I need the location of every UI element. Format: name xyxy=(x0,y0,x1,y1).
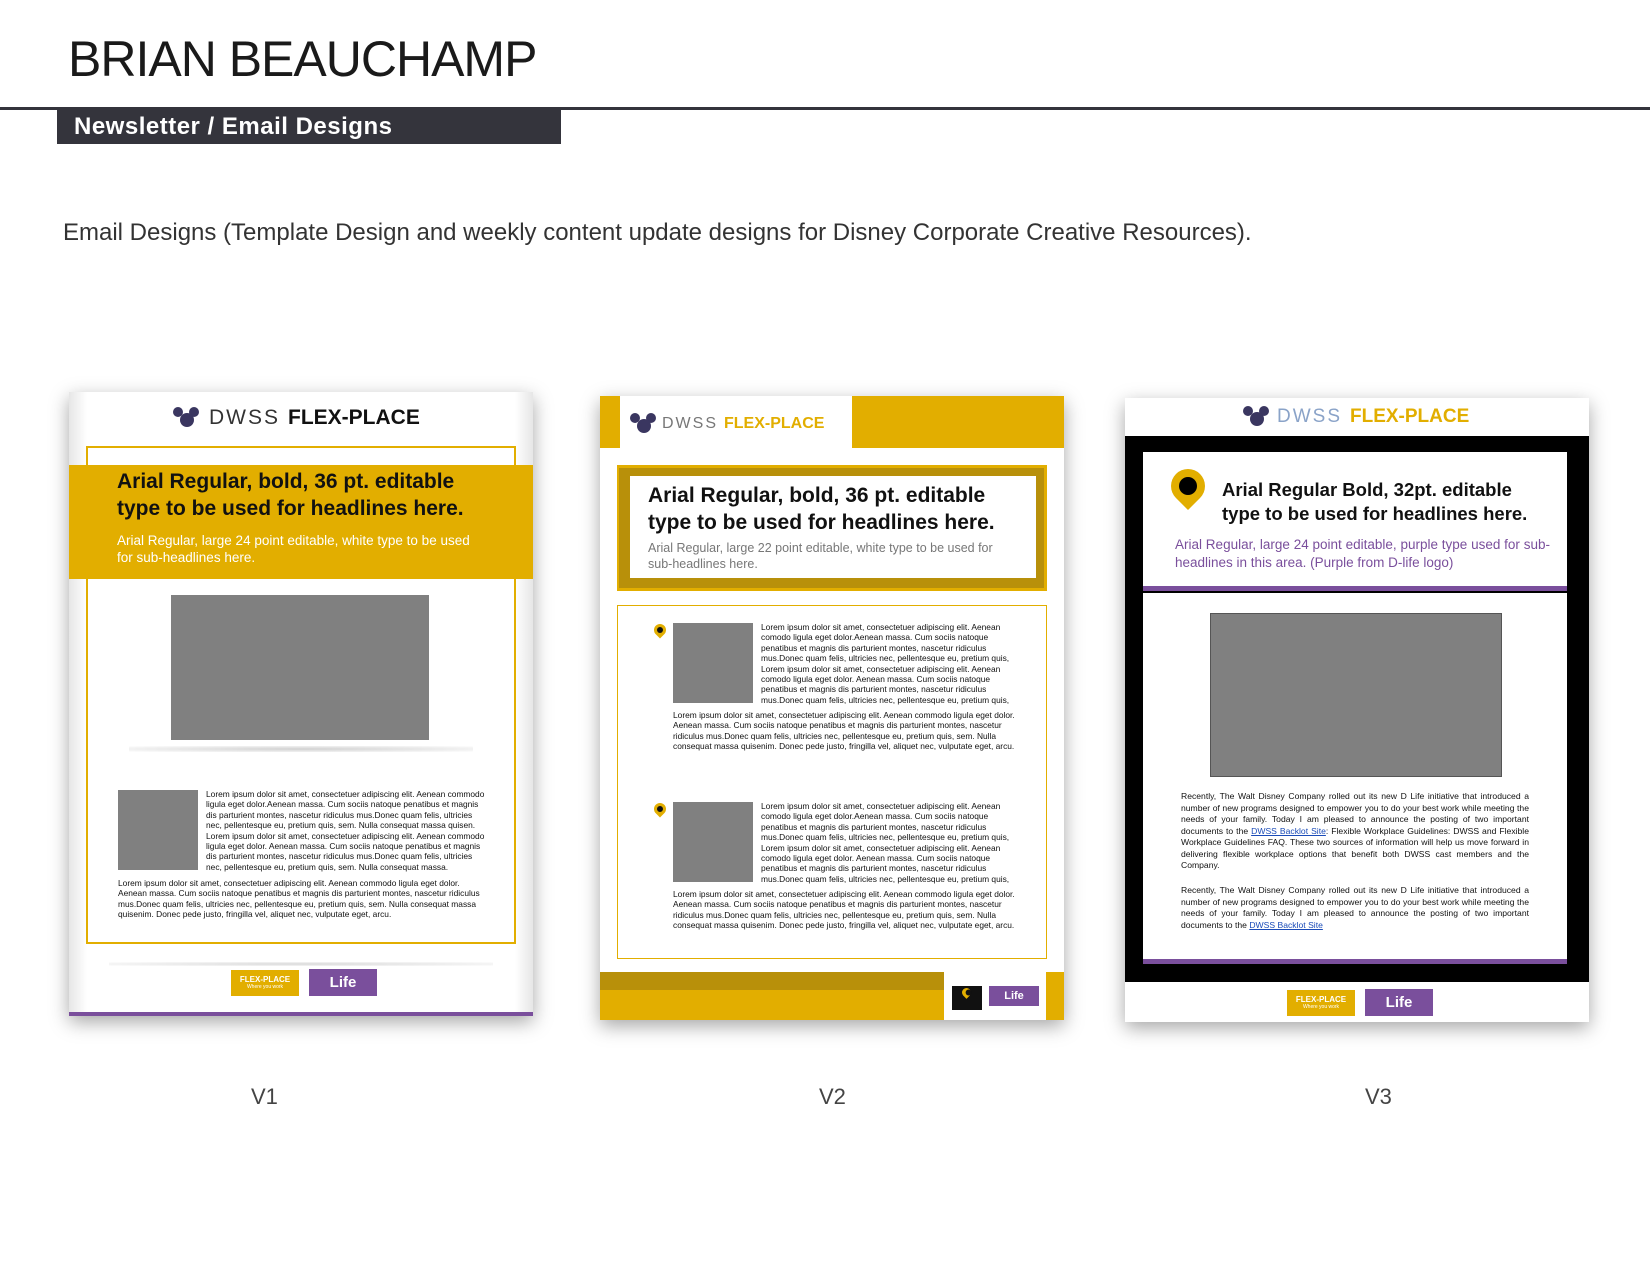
dlife-logo xyxy=(989,986,1039,1006)
v3-para1-start: Recently, The Walt Disney Company rolled out its new D Life initiative that introduced a number of new programs designed to empower you to do your best work while meeting the needs of your family. Today I am pleased to announce the posting of two important documents to the xyxy=(1181,791,1529,836)
flex-place-tagline: Where you work xyxy=(1302,1004,1340,1010)
flex-place-label: FLEX-PLACE xyxy=(239,975,291,984)
v1-body-side: Lorem ipsum dolor sit amet, consectetuer adipiscing elit. Aenean commodo ligula eget dolor.Aenean massa. Cum sociis natoque penatibus et magnis dis parturient montes, nascetur ridiculus mus.Donec quam felis, ultricies nec, pellentesque eu, pretium quis, sem. Nulla consequat massa quisen. Lorem ipsum dolor sit amet, consectetuer adipiscing elit. Aenean commodo ligula eget dolor. Aenean massa. Cum sociis natoque penatibus et magnis dis parturient montes, nascetur ridiculus mus.Donec quam felis, ultricies nec, pellentesque eu, pretium quis, sem. Nulla consequat massa. xyxy=(206,789,485,872)
flex-place-badge xyxy=(231,970,299,996)
logo-prefix: DWSS xyxy=(662,415,718,432)
backlot-site-link[interactable]: DWSS Backlot Site xyxy=(1251,825,1326,836)
v2-headline: Arial Regular, bold, 36 pt. editable type to be used for headlines here. xyxy=(648,484,995,534)
v1-purple-bar xyxy=(69,1012,533,1016)
dwss-flexplace-logo xyxy=(630,413,824,435)
email-design-v1 xyxy=(69,392,533,1016)
dlife-label: Life xyxy=(1004,990,1024,1002)
dlife-logo xyxy=(1365,989,1433,1016)
section-title: Newsletter / Email Designs xyxy=(74,113,393,140)
v2-body-full-2: Lorem ipsum dolor sit amet, consectetuer adipiscing elit. Aenean commodo ligula eget dolor. Aenean massa. Cum sociis natoque penatibus et magnis dis parturient montes, nascetur ridiculus mus.Donec quam felis, ultricies nec, pellentesque eu, pretium quis, sem. Nulla consequat massa quisenim. Donec pede justo, fringilla vel, aliquet nec, vulputate eget, arcu. xyxy=(673,889,1015,931)
v2-flex-mini-logo xyxy=(952,986,982,1010)
backlot-site-link[interactable]: DWSS Backlot Site xyxy=(1249,919,1323,930)
flex-place-tagline: Where you work xyxy=(246,984,284,990)
v3-headline-purple-bar xyxy=(1143,586,1567,591)
v2-label: V2 xyxy=(819,1084,846,1109)
dwss-flexplace-logo xyxy=(173,406,420,430)
v3-content-purple-bar xyxy=(1143,959,1567,964)
email-design-v2 xyxy=(600,396,1064,1020)
logo-prefix: DWSS xyxy=(1277,406,1342,427)
v1-subhead: Arial Regular, large 24 point editable, white type to be used for sub-headlines here. xyxy=(117,533,470,565)
v2-top-left-gold xyxy=(600,396,620,448)
v2-article-image-1 xyxy=(673,623,753,703)
v3-headline: Arial Regular Bold, 32pt. editable type to be used for headlines here. xyxy=(1222,479,1528,524)
dlife-label: Life xyxy=(1385,994,1413,1011)
v2-body-side-1: Lorem ipsum dolor sit amet, consectetuer adipiscing elit. Aenean comodo ligula eget dolor.Aenean massa. Cum sociis natoque penatibus et magnis dis parturient montes, nascetur ridiculus mus.Donec quam felis, ultricies nec, pellentesque eu, pretium quis, Lorem ipsum dolor sit amet, consectetuer adipiscing elit. Aenean comodo ligula eget dolor. Aenean massa. Cum sociis natoque penatibus et magnis dis parturient montes, nascetur ridiculus mus.Donec quam felis, ultricies nec, pellentesque eu, pretium quis, xyxy=(761,622,1010,705)
logo-brand: FLEX-PLACE xyxy=(1350,406,1470,427)
v1-hero-shadow xyxy=(129,746,473,752)
dlife-label: Life xyxy=(329,974,357,991)
v1-body-full: Lorem ipsum dolor sit amet, consectetuer adipiscing elit. Aenean commodo ligula eget dolor. Aenean massa. Cum sociis natoque penatibus et magnis dis parturient montes, nascetur ridiculus mus.Donec quam felis, ultricies nec, pellentesque eu, pretium quis, sem. Nulla consequat massa quisenim. Donec pede justo, fringilla vel, aliquet nec, vulputate eget, arcu. xyxy=(118,878,480,920)
v3-hero-image xyxy=(1210,613,1502,777)
mickey-icon xyxy=(630,413,656,435)
dwss-flexplace-logo xyxy=(1243,406,1469,428)
v1-article-image xyxy=(118,790,198,870)
v2-body-full-1: Lorem ipsum dolor sit amet, consectetuer adipiscing elit. Aenean commodo ligula eget dolor. Aenean massa. Cum sociis natoque penatibus et magnis dis parturient montes, nascetur ridiculus mus.Donec quam felis, ultricies nec, pellentesque eu, pretium quis, sem. Nulla consequat massa quisenim. Donec pede justo, fringilla vel, aliquet nec, vulputate eget, arcu. xyxy=(673,710,1015,752)
location-pin-icon xyxy=(960,986,973,999)
logo-prefix: DWSS xyxy=(209,406,280,429)
v2-top-right-gold xyxy=(836,396,1064,448)
v2-body-side-2: Lorem ipsum dolor sit amet, consectetuer adipiscing elit. Aenean comodo ligula eget dolor.Aenean massa. Cum sociis natoque penatibus et magnis dis parturient montes, nascetur ridiculus mus.Donec quam felis, ultricies nec, pellentesque eu, pretium quis, Lorem ipsum dolor sit amet, consectetuer adipiscing elit. Aenean comodo ligula eget dolor. Aenean massa. Cum sociis natoque penatibus et magnis dis parturient montes, nascetur ridiculus mus.Donec quam felis, ultricies nec, pellentesque eu, pretium quis, xyxy=(761,801,1010,884)
flex-place-label: FLEX-PLACE xyxy=(1295,995,1347,1004)
v2-article-image-2 xyxy=(673,802,753,882)
description: Email Designs (Template Design and weekly content update designs for Disney Corporate Creative Resources). xyxy=(63,219,1252,246)
v3-paragraph-1 xyxy=(1181,791,1529,872)
v1-footer-shade xyxy=(109,962,493,966)
author-name: BRIAN BEAUCHAMP xyxy=(68,31,537,87)
mickey-icon xyxy=(173,407,199,429)
v1-headline: Arial Regular, bold, 36 pt. editable type to be used for headlines here. xyxy=(117,470,464,520)
logo-brand: FLEX-PLACE xyxy=(724,415,825,432)
v3-subhead: Arial Regular, large 24 point editable, purple type used for sub-headlines in this area. (Purple from D-life logo) xyxy=(1175,537,1550,570)
logo-brand: FLEX-PLACE xyxy=(288,406,420,429)
dlife-logo xyxy=(309,969,377,996)
v1-hero-image xyxy=(171,595,429,740)
v2-bottom-dark-stripe xyxy=(600,972,944,990)
v3-para2-start: Recently, The Walt Disney Company rolled out its new D Life initiative that introduced a number of new programs designed to empower you to do your best work while meeting the needs of your family. Today I am pleased to announce the posting of two important documents to the xyxy=(1181,885,1529,930)
email-design-v3 xyxy=(1125,398,1589,1022)
mickey-icon xyxy=(1243,406,1269,428)
v1-label: V1 xyxy=(251,1084,278,1109)
flex-place-badge xyxy=(1287,990,1355,1016)
v3-para1-end: : Flexible Workplace Guidelines: DWSS and Flexible Workplace Guidelines FAQ. These two sources of information will help us move forward in delivering flexible workplace options that benefit both DWSS cast members and the Company. xyxy=(1181,825,1529,870)
v2-subhead: Arial Regular, large 22 point editable, white type to be used for sub-headlines here. xyxy=(648,541,993,571)
v3-paragraph-2 xyxy=(1181,885,1529,931)
v3-label: V3 xyxy=(1365,1084,1392,1109)
